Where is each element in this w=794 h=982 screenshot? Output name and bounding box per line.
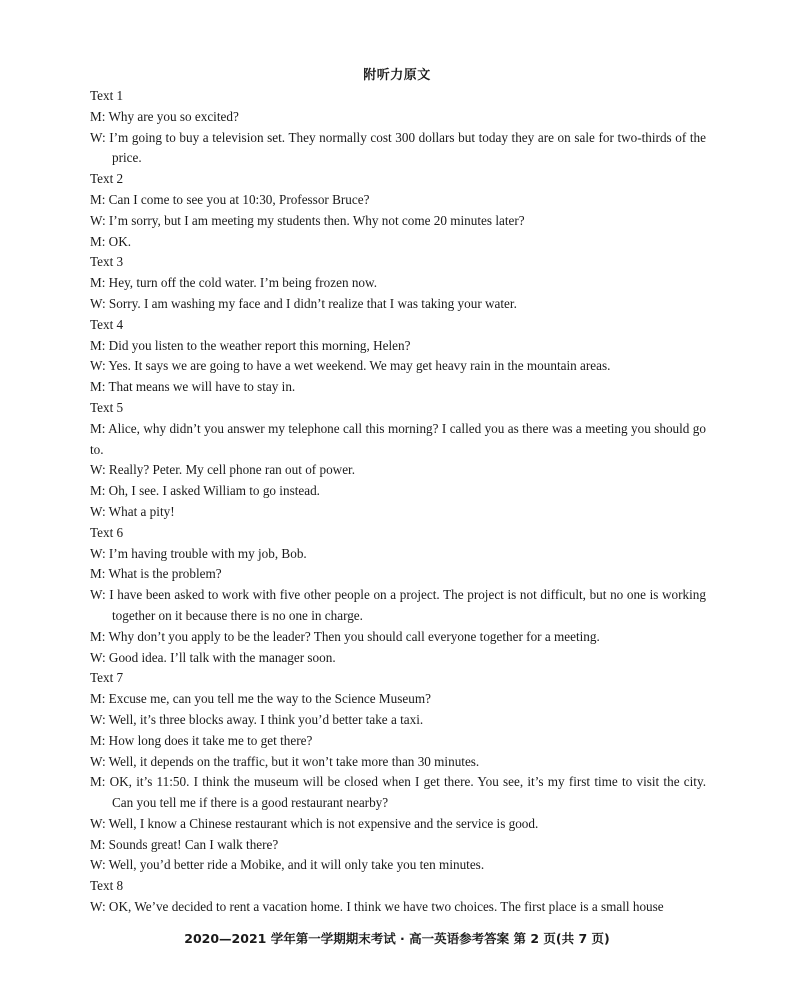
dialogue-line: M: Did you listen to the weather report this morning, Helen?: [90, 337, 411, 353]
text-section-heading: Text 8: [90, 878, 124, 894]
dialogue-line: W: Well, I know a Chinese restaurant which is not expensive and the service is good.: [90, 815, 539, 831]
dialogue-line: M: Why are you so excited?: [90, 108, 239, 124]
dialogue-line: M: That means we will have to stay in.: [90, 379, 296, 395]
dialogue-line: M: Excuse me, can you tell me the way to the Science Museum?: [90, 691, 431, 707]
dialogue-line: M: What is the problem?: [90, 566, 222, 582]
dialogue-line: W: What a pity!: [90, 503, 175, 519]
dialogue-line: M: OK.: [90, 233, 132, 249]
dialogue-line: W: I have been asked to work with five other people on a project. The project is not difficult, but no one is working together on it because there is no one in charge.: [90, 587, 706, 623]
dialogue-line: M: OK, it’s 11:50. I think the museum will be closed when I get there. You see, it’s my first time to visit the city. Can you tell me if there is a good restaurant nearby?: [90, 774, 706, 811]
dialogue-line: W: Well, it’s three blocks away. I think you’d better take a taxi.: [90, 711, 424, 727]
dialogue-line: W: Yes. It says we are going to have a wet weekend. We may get heavy rain in the mountain areas.: [90, 358, 611, 374]
dialogue-line: M: How long does it take me to get there?: [90, 732, 313, 748]
dialogue-line: W: Sorry. I am washing my face and I didn’t realize that I was taking your water.: [90, 295, 517, 311]
dialogue-line: M: Oh, I see. I asked William to go instead.: [90, 483, 320, 499]
text-section-heading: Text 7: [90, 670, 124, 686]
dialogue-line: M: Can I come to see you at 10:30, Professor Bruce?: [90, 191, 370, 207]
text-section-heading: Text 3: [90, 254, 124, 270]
dialogue-line: M: Hey, turn off the cold water. I’m being frozen now.: [90, 275, 377, 291]
text-section-heading: Text 1: [90, 88, 124, 103]
dialogue-line: W: I’m having trouble with my job, Bob.: [90, 545, 307, 561]
dialogue-line: W: Good idea. I’ll talk with the manager soon.: [90, 649, 336, 665]
dialogue-line: W: Really? Peter. My cell phone ran out of power.: [90, 462, 356, 478]
dialogue-line: M: Sounds great! Can I walk there?: [90, 836, 279, 852]
text-section-heading: Text 6: [90, 524, 124, 540]
dialogue-line: M: Why don’t you apply to be the leader? Then you should call everyone together for a meeting.: [90, 628, 600, 644]
dialogue-line: W: I’m sorry, but I am meeting my students then. Why not come 20 minutes later?: [90, 212, 525, 228]
dialogue-line: W: Well, you’d better ride a Mobike, and it will only take you ten minutes.: [90, 857, 485, 873]
page-title: 附听力原文: [363, 68, 431, 83]
dialogue-line: W: I’m going to buy a television set. They normally cost 300 dollars but today they are on sale for two-thirds of the price.: [90, 129, 706, 166]
text-section-heading: Text 4: [90, 316, 124, 332]
page-footer: 2020—2021 学年第一学期期末考试 · 高一英语参考答案 第 2 页(共 7 页): [184, 931, 610, 946]
text-section-heading: Text 5: [90, 399, 124, 415]
text-section-heading: Text 2: [90, 171, 124, 187]
dialogue-line: W: Well, it depends on the traffic, but it won’t take more than 30 minutes.: [90, 753, 480, 769]
dialogue-line: M: Alice, why didn’t you answer my telephone call this morning? I called you as there was a meeting you should go to.: [90, 420, 706, 457]
transcript-body: [90, 86, 706, 918]
dialogue-line: W: OK, We’ve decided to rent a vacation home. I think we have two choices. The first place is a small house: [90, 899, 664, 915]
